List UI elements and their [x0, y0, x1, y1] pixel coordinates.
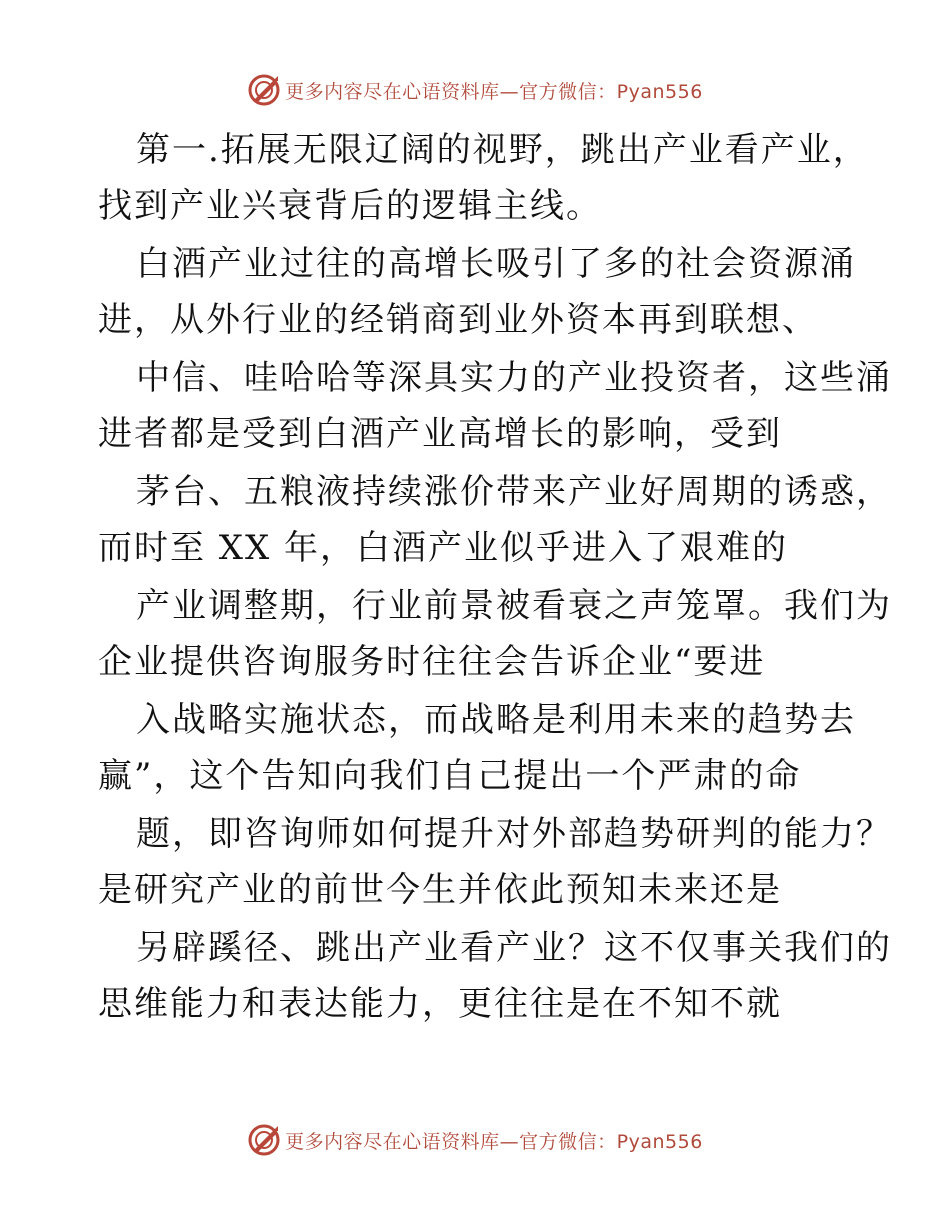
body-line-11: 入战略实施状态，而战略是利用未来的趋势去 — [136, 700, 856, 740]
body-line-12: 赢”，这个告知向我们自己提出一个严肃的命 — [98, 756, 802, 796]
body-line-10: 企业提供咨询服务时往往会告诉企业“要进 — [98, 642, 766, 682]
body-line-6: 进者都是受到白酒产业高增长的影响，受到 — [98, 414, 782, 454]
body-line-15: 另辟蹊径、跳出产业看产业？这不仅事关我们的 — [136, 928, 892, 968]
body-line-2: 找到产业兴衰背后的逻辑主线。 — [98, 186, 602, 226]
body-line-3: 白酒产业过往的高增长吸引了多的社会资源涌 — [136, 244, 856, 284]
header-banner-text: 更多内容尽在心语资料库—官方微信：Pyan556 — [285, 80, 703, 103]
brand-logo-icon — [247, 1123, 281, 1157]
footer-banner-text: 更多内容尽在心语资料库—官方微信：Pyan556 — [285, 1130, 703, 1153]
body-line-14: 是研究产业的前世今生并依此预知未来还是 — [98, 870, 782, 910]
body-line-4: 进，从外行业的经销商到业外资本再到联想、 — [98, 300, 818, 340]
body-line-7: 茅台、五粮液持续涨价带来产业好周期的诱惑， — [136, 472, 892, 512]
body-line-9: 产业调整期，行业前景被看衰之声笼罩。我们为 — [136, 586, 892, 626]
body-line-13: 题，即咨询师如何提升对外部趋势研判的能力？ — [136, 814, 892, 854]
body-line-5: 中信、哇哈哈等深具实力的产业投资者，这些涌 — [136, 358, 892, 398]
body-line-16: 思维能力和表达能力，更往往是在不知不就 — [98, 984, 782, 1024]
header-watermark-banner — [0, 70, 950, 110]
body-line-1: 第一.拓展无限辽阔的视野，跳出产业看产业， — [136, 130, 869, 170]
body-line-8: 而时至 XX 年，白酒产业似乎进入了艰难的 — [98, 528, 789, 568]
footer-watermark-banner — [0, 1120, 950, 1160]
brand-logo-icon — [247, 73, 281, 107]
